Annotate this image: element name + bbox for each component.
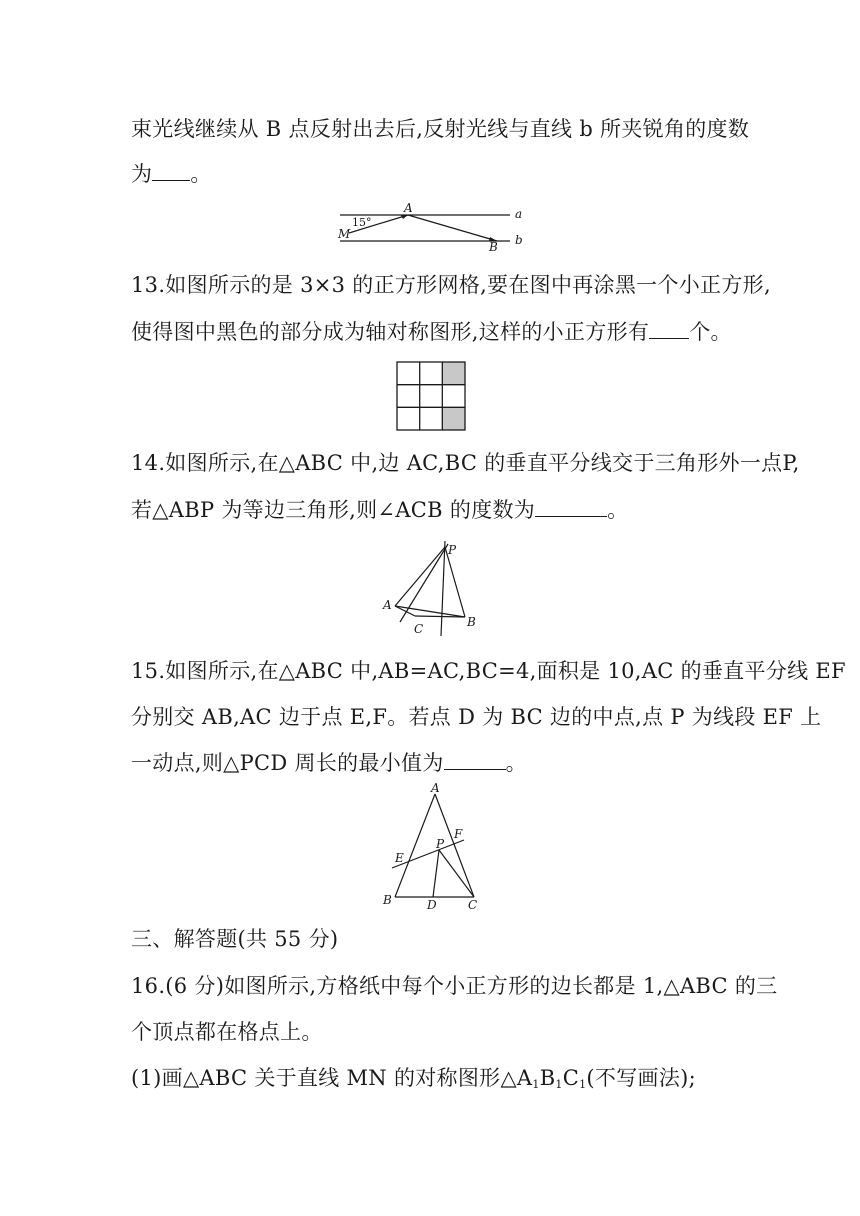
q13-figure — [396, 361, 466, 431]
reflected-ray — [408, 215, 497, 241]
label-B: B — [467, 615, 476, 629]
label-P: P — [436, 837, 445, 851]
q16-part1 — [131, 1064, 696, 1099]
segment-PC — [439, 850, 474, 897]
q12-prefix: 为 — [131, 162, 153, 186]
label-D: D — [427, 898, 437, 912]
segment-AP — [395, 547, 445, 606]
q14-figure — [378, 538, 483, 640]
label-P: P — [448, 543, 457, 557]
label-A: A — [383, 598, 392, 612]
q13-answer-blank — [649, 318, 689, 339]
q16-text-line-2: 个顶点都在格点上。 — [131, 1020, 323, 1044]
label-a: a — [515, 207, 523, 221]
label-E: E — [395, 851, 404, 865]
q16-part1-prefix: (1)画△ABC 关于直线 MN 的对称图形△A — [131, 1066, 533, 1090]
q14-diagram — [378, 538, 483, 640]
angle-label: 15° — [352, 216, 372, 229]
q12-answer-blank — [152, 160, 190, 181]
label-C: C — [468, 898, 478, 912]
subscript: 1 — [579, 1078, 587, 1091]
q16-part1-mid: B — [539, 1066, 556, 1090]
label-M: M — [338, 227, 351, 241]
q12-diagram — [335, 203, 530, 251]
q14-suffix: 。 — [607, 498, 629, 522]
q15-answer-blank — [444, 749, 506, 770]
subscript: 1 — [555, 1078, 563, 1091]
q13-text-line-2 — [131, 318, 732, 346]
q15-suffix: 。 — [505, 751, 527, 775]
segment-PD — [433, 850, 439, 897]
q16-part1-mid: C — [562, 1066, 580, 1090]
arrow-head-a — [401, 215, 408, 219]
q12-figure — [335, 203, 530, 251]
q14-text-line-2 — [131, 496, 628, 524]
q14-answer-blank — [535, 496, 607, 517]
q16-text-line-1: 16.(6 分)如图所示,方格纸中每个小正方形的边长都是 1,△ABC 的三 — [131, 974, 778, 998]
q15-diagram — [378, 782, 488, 912]
q14-prefix: 若△ABP 为等边三角形,则∠ACB 的度数为 — [131, 498, 536, 522]
segment-PB — [445, 547, 465, 617]
label-A: A — [431, 782, 440, 795]
label-C: C — [414, 622, 424, 636]
q13-prefix: 使得图中黑色的部分成为轴对称图形,这样的小正方形有 — [131, 320, 650, 344]
q15-figure — [378, 782, 488, 912]
q12-suffix: 。 — [190, 162, 212, 186]
subscript: 1 — [532, 1078, 540, 1091]
q12-text-line-2 — [131, 160, 212, 188]
label-B: B — [383, 893, 392, 907]
q13-suffix: 个。 — [689, 320, 732, 344]
label-A: A — [404, 203, 413, 215]
label-B: B — [489, 240, 498, 251]
label-F: F — [454, 827, 463, 841]
q15-text-line-1: 15.如图所示,在△ABC 中,AB=AC,BC=4,面积是 10,AC 的垂直平分线 EF — [131, 659, 846, 683]
q12-text-line-1: 束光线继续从 B 点反射出去后,反射光线与直线 b 所夹锐角的度数 — [131, 117, 750, 141]
q14-text-line-1: 14.如图所示,在△ABC 中,边 AC,BC 的垂直平分线交于三角形外一点P, — [131, 451, 800, 475]
grid-cell-shaded — [442, 362, 465, 385]
section-heading: 三、解答题(共 55 分) — [131, 927, 339, 951]
q15-text-line-2: 分别交 AB,AC 边于点 E,F。若点 D 为 BC 边的中点,点 P 为线段 EF 上 — [131, 705, 822, 729]
label-b: b — [515, 233, 523, 247]
q13-text-line-1: 13.如图所示的是 3×3 的正方形网格,要在图中再涂黑一个小正方形, — [131, 273, 771, 297]
q16-part1-suffix: (不写画法); — [586, 1066, 696, 1090]
q15-text-line-3 — [131, 749, 527, 777]
q13-grid — [396, 361, 466, 431]
q15-prefix: 一动点,则△PCD 周长的最小值为 — [131, 751, 444, 775]
segment-AB — [395, 794, 435, 897]
grid-cell-shaded — [442, 407, 465, 430]
